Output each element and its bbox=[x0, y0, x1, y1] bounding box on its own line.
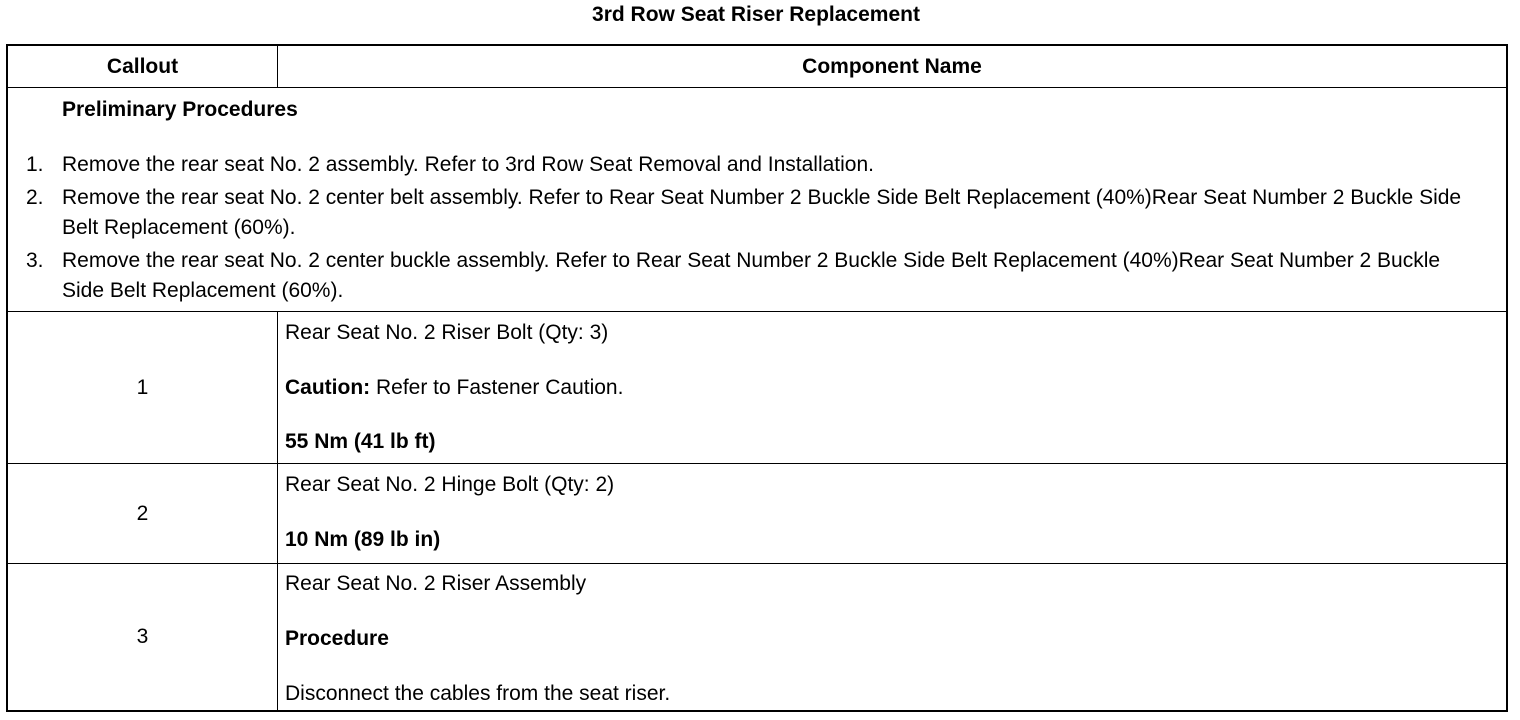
preliminary-procedures-title: Preliminary Procedures bbox=[62, 98, 298, 121]
preliminary-steps-list bbox=[8, 150, 1486, 309]
component-name: Rear Seat No. 2 Riser Assembly bbox=[285, 572, 587, 595]
caution-note bbox=[285, 375, 623, 401]
step-number: 2. bbox=[26, 186, 44, 209]
callout-cell: 1 bbox=[8, 312, 278, 463]
step-number: 1. bbox=[26, 153, 44, 176]
list-item bbox=[8, 150, 1486, 180]
callout-cell: 3 bbox=[8, 564, 278, 710]
step-text: Remove the rear seat No. 2 assembly. Refer to 3rd Row Seat Removal and Installation. bbox=[62, 153, 874, 176]
callout-cell: 2 bbox=[8, 464, 278, 563]
step-text: Remove the rear seat No. 2 center buckle assembly. Refer to Rear Seat Number 2 Buckle Side Belt Replacement (40%)Rear Seat Number 2 Buckle Side Belt Replacement (60%). bbox=[62, 249, 1441, 302]
list-item bbox=[8, 246, 1486, 306]
table-header-row bbox=[8, 46, 1506, 88]
callout-column-header: Callout bbox=[8, 46, 278, 87]
table-row bbox=[8, 312, 1506, 464]
procedure-text: Disconnect the cables from the seat riser. bbox=[285, 682, 671, 705]
list-item bbox=[8, 183, 1486, 243]
torque-spec: 10 Nm (89 lb in) bbox=[285, 528, 441, 551]
procedure-label: Procedure bbox=[285, 627, 389, 650]
preliminary-procedures-row bbox=[8, 88, 1506, 312]
torque-spec: 55 Nm (41 lb ft) bbox=[285, 430, 436, 453]
component-table bbox=[6, 44, 1508, 712]
component-cell bbox=[278, 464, 1506, 563]
table-row bbox=[8, 564, 1506, 710]
table-row bbox=[8, 464, 1506, 564]
caution-text: Refer to Fastener Caution. bbox=[370, 376, 624, 399]
caution-label: Caution: bbox=[285, 376, 371, 399]
component-cell bbox=[278, 312, 1506, 463]
component-cell bbox=[278, 564, 1506, 710]
component-name: Rear Seat No. 2 Riser Bolt (Qty: 3) bbox=[285, 321, 609, 344]
page-title: 3rd Row Seat Riser Replacement bbox=[592, 3, 920, 26]
step-number: 3. bbox=[26, 249, 44, 272]
component-name-column-header: Component Name bbox=[802, 54, 982, 78]
component-name: Rear Seat No. 2 Hinge Bolt (Qty: 2) bbox=[285, 473, 615, 496]
step-text: Remove the rear seat No. 2 center belt assembly. Refer to Rear Seat Number 2 Buckle Side Belt Replacement (40%)Rear Seat Number 2 Buckle Side Belt Replacement (60%). bbox=[62, 186, 1462, 239]
